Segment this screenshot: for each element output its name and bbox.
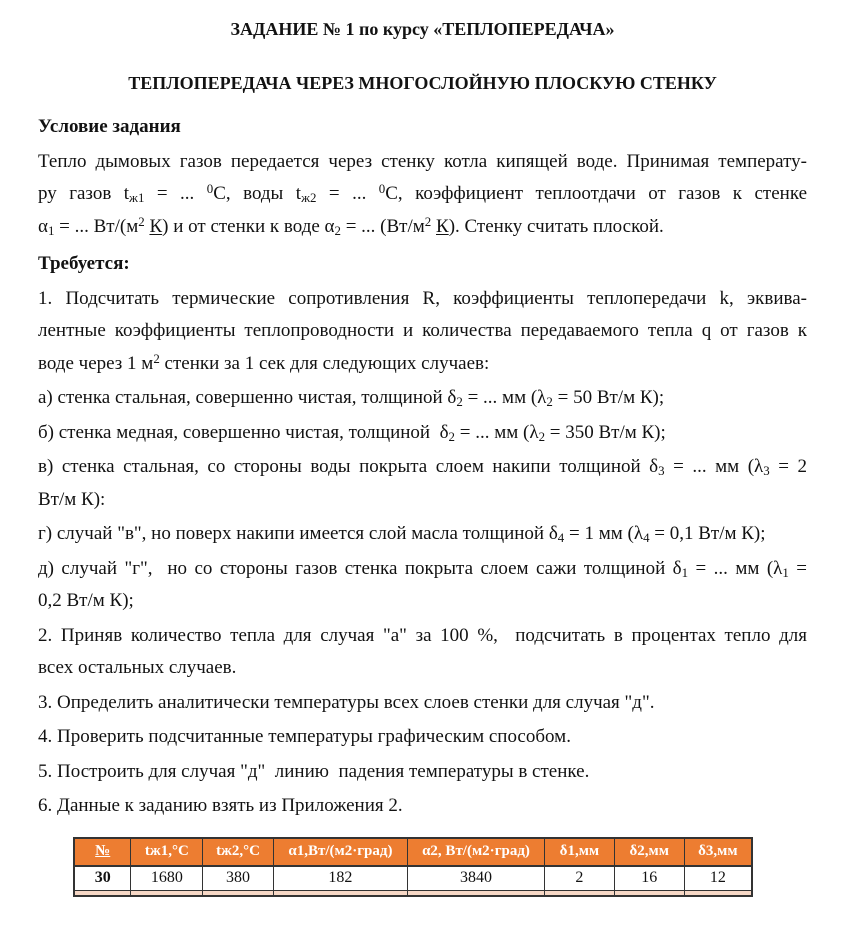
table-cell: 16 (614, 866, 684, 891)
text-line: в) стенка стальная, со стороны воды покрыта слоем накипи толщиной $\delta_3$ = ... мм ($\lambda_3 = 2$ (38, 456, 807, 478)
text-line: 0,2 Вт/м К); (38, 590, 134, 611)
table-cell (203, 890, 274, 896)
table-header-cell: α2, Вт/(м2·град) (408, 838, 545, 866)
table-header-cell: α1,Вт/(м2·град) (273, 838, 407, 866)
paragraph (38, 790, 807, 823)
paragraph (38, 620, 807, 685)
table-row (74, 866, 752, 891)
text-line: 6. Данные к заданию взять из Приложения 2. (38, 795, 403, 816)
paragraph (38, 687, 807, 720)
table-header-cell: δ2,мм (614, 838, 684, 866)
paragraph (38, 721, 807, 754)
data-table (73, 837, 753, 897)
text-line: воде через 1 $м^2$ стенки за 1 сек для следующих случаев: (38, 350, 490, 374)
section-heading: Требуется: (38, 253, 130, 274)
paragraph (38, 382, 807, 415)
paragraph (38, 283, 807, 381)
table-cell: 182 (273, 866, 407, 891)
text-line: 4. Проверить подсчитанные температуры графическим способом. (38, 726, 571, 747)
text-line: 5. Построить для случая "д" линию падения температуры в стенке. (38, 760, 590, 782)
text-line: Тепло дымовых газов передается через стенку котла кипящей воде. Принимая температу- (38, 150, 807, 172)
table-cell (131, 890, 203, 896)
table-body (74, 866, 752, 896)
table-row (74, 838, 752, 866)
text-line: д) случай "г", но со стороны газов стенка покрыта слоем сажи толщиной $\delta_1$ = ... мм ($\lambda_1$ = (38, 557, 807, 580)
table-header-cell: tж2,°С (203, 838, 274, 866)
table-cell (74, 890, 131, 896)
paragraph (38, 146, 807, 244)
text-line: всех остальных случаев. (38, 657, 237, 678)
text-line: б) стенка медная, совершенно чистая, толщиной $\delta_2$ = ... мм ($\lambda_2 = 350$ Вт/м К); (38, 421, 666, 444)
text-line: Вт/м К): (38, 488, 106, 510)
text-line: $\alpha_1$ = ... $Вт/(м^2$ К) и от стенки к воде $\alpha_2$ = ... ($Вт/м^2$ К). Стенку считать плоской. (38, 213, 664, 238)
table-cell: 2 (544, 866, 614, 891)
table-cell (273, 890, 407, 896)
section-heading: Условие задания (38, 116, 181, 137)
text-line: лентные коэффициенты теплопроводности и количества передаваемого тепла q от газов к (38, 320, 807, 341)
table-header-cell: tж1,°С (131, 838, 203, 866)
table-header-cell: № (74, 838, 131, 866)
table-cell (408, 890, 545, 896)
text-line: 2. Приняв количество тепла для случая "а" за 100 %, подсчитать в процентах тепло для (38, 624, 807, 646)
table-cell (614, 890, 684, 896)
table-cell: 380 (203, 866, 274, 891)
text-line: г) случай "в", но поверх накипи имеется слой масла толщиной $\delta_4 = 1$ мм ($\lambda_4 = 0,1$ Вт/м К); (38, 523, 766, 545)
paragraph (38, 553, 807, 618)
table-cell (544, 890, 614, 896)
text-line: а) стенка стальная, совершенно чистая, толщиной $\delta_2$ = ... мм ($\lambda_2 = 50$ Вт/м К); (38, 387, 665, 409)
document-subtitle: ТЕПЛОПЕРЕДАЧА ЧЕРЕЗ МНОГОСЛОЙНУЮ ПЛОСКУЮ СТЕНКУ (128, 73, 717, 93)
text-line: 3. Определить аналитически температуры всех слоев стенки для случая "д". (38, 691, 655, 713)
paragraph (38, 417, 807, 450)
text-line: 1. Подсчитать термические сопротивления R, коэффициенты теплопередачи k, эквива- (38, 287, 807, 309)
table-cell: 12 (684, 866, 752, 891)
text-line: ру газов $t_{ж1}$ = ... $^0$С, воды $t_{ж2}$ = ... $^0$С, коэффициент теплоотдачи от газов к стенке (38, 181, 808, 205)
table-cell: 3840 (408, 866, 545, 891)
table-cell: 1680 (131, 866, 203, 891)
paragraph (38, 518, 807, 551)
table-header-row (74, 838, 752, 866)
table-header-cell: δ3,мм (684, 838, 752, 866)
document-body (38, 111, 807, 823)
table-cell (684, 890, 752, 896)
table-cell: 30 (74, 866, 131, 891)
document-title: ЗАДАНИЕ № 1 по курсу «ТЕПЛОПЕРЕДАЧА» (230, 19, 615, 39)
table-row-partial (74, 890, 752, 896)
table-header-cell: δ1,мм (544, 838, 614, 866)
paragraph (38, 451, 807, 516)
paragraph (38, 756, 807, 789)
